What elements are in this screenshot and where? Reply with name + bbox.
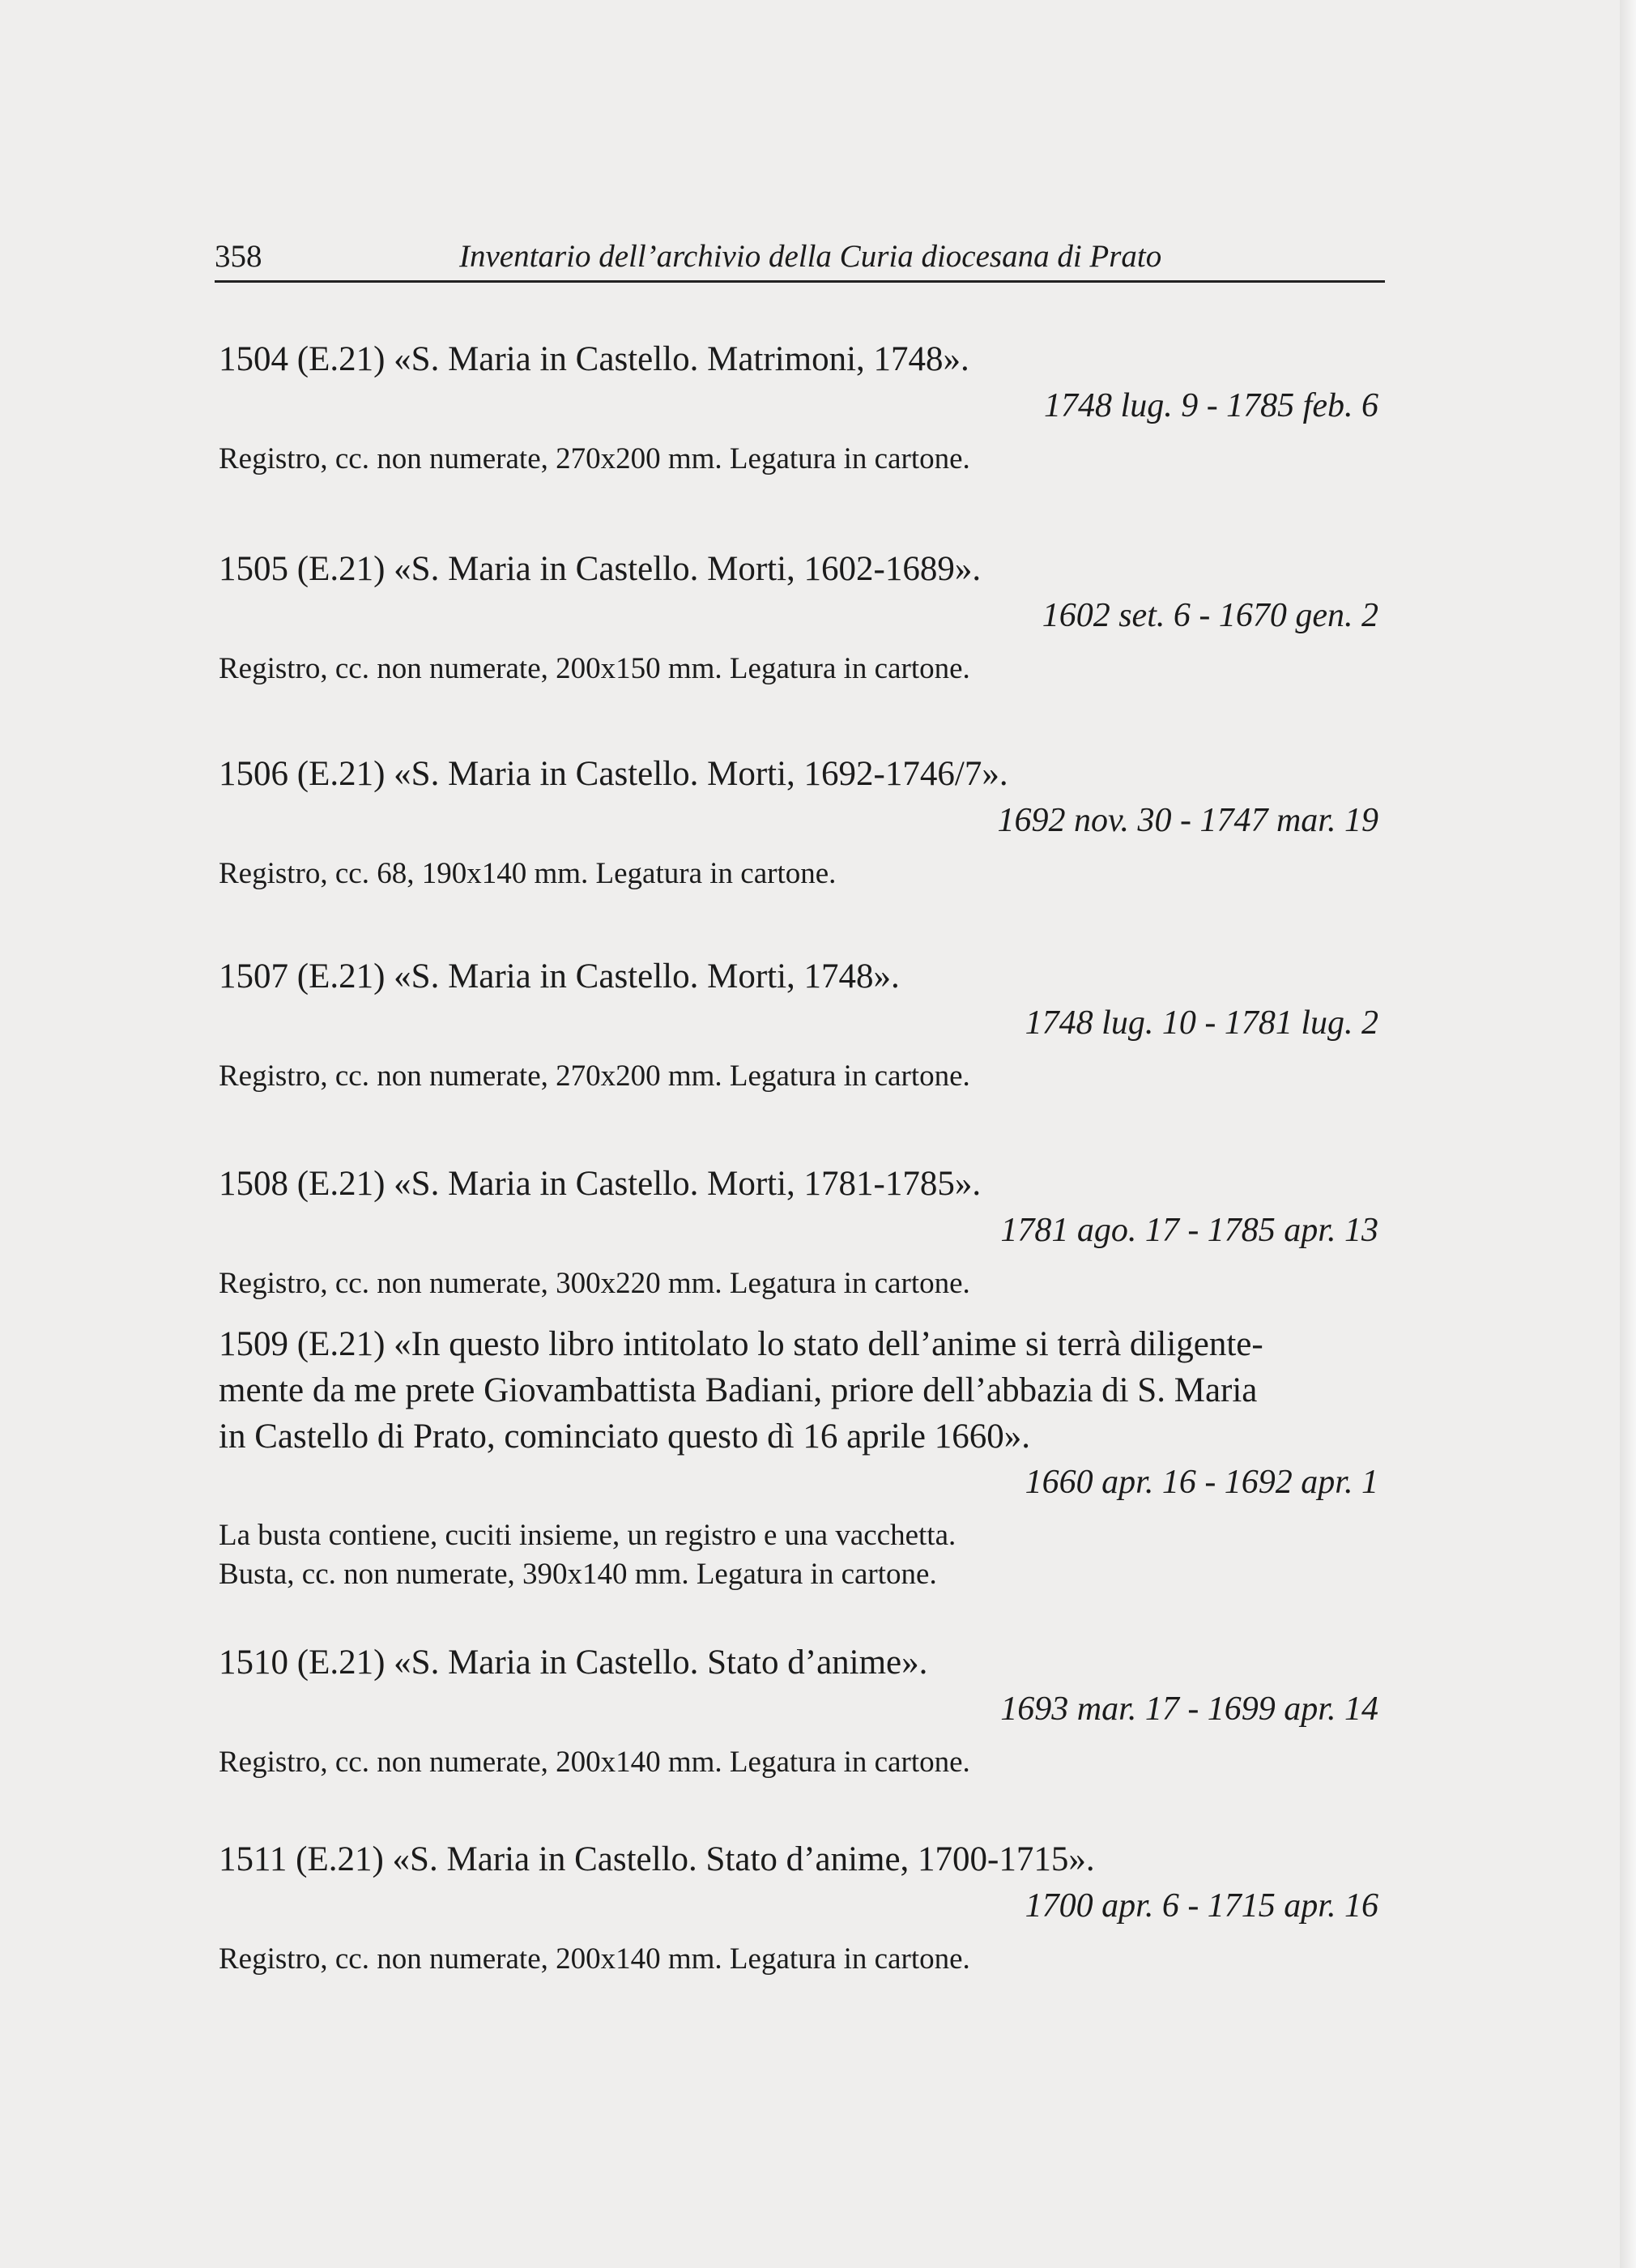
entry-title: 1505 (E.21) «S. Maria in Castello. Morti, 1602-1689».	[219, 550, 982, 588]
entry-description: Registro, cc. 68, 190x140 mm. Legatura in cartone.	[219, 857, 837, 890]
entry-dates: 1692 nov. 30 - 1747 mar. 19	[997, 802, 1378, 839]
page-number: 358	[215, 239, 262, 274]
running-title: Inventario dell’archivio della Curia diocesana di Prato	[459, 239, 1162, 274]
inventory-entry-1506	[219, 751, 1385, 953]
entry-title: 1508 (E.21) «S. Maria in Castello. Morti, 1781-1785».	[219, 1165, 982, 1203]
entry-dates: 1700 apr. 6 - 1715 apr. 16	[1025, 1887, 1378, 1925]
entry-title: 1506 (E.21) «S. Maria in Castello. Morti, 1692-1746/7».	[219, 755, 1008, 793]
entry-title: 1504 (E.21) «S. Maria in Castello. Matrimoni, 1748».	[219, 340, 969, 378]
entry-dates: 1748 lug. 10 - 1781 lug. 2	[1025, 1004, 1378, 1042]
entry-description: Registro, cc. non numerate, 200x150 mm. Legatura in cartone.	[219, 652, 970, 685]
entry-dates: 1602 set. 6 - 1670 gen. 2	[1042, 597, 1378, 634]
page-header	[215, 235, 1385, 283]
entry-dates: 1781 ago. 17 - 1785 apr. 13	[1000, 1212, 1378, 1249]
inventory-entry-1508	[219, 1161, 1385, 1321]
entry-dates: 1660 apr. 16 - 1692 apr. 1	[1025, 1464, 1378, 1501]
entry-dates: 1748 lug. 9 - 1785 feb. 6	[1044, 387, 1378, 424]
entry-title: 1511 (E.21) «S. Maria in Castello. Stato d’anime, 1700-1715».	[219, 1840, 1095, 1878]
inventory-entry-1510	[219, 1639, 1385, 1836]
entry-description: La busta contiene, cuciti insieme, un registro e una vacchetta.	[219, 1519, 956, 1552]
entry-title: 1510 (E.21) «S. Maria in Castello. Stato d’anime».	[219, 1643, 928, 1682]
entry-title: 1507 (E.21) «S. Maria in Castello. Morti, 1748».	[219, 957, 900, 995]
inventory-entry-1507	[219, 953, 1385, 1161]
inventory-entry-1505	[219, 546, 1385, 751]
entry-title-line: in Castello di Prato, cominciato questo dì 16 aprile 1660».	[219, 1418, 1030, 1456]
entry-dates: 1693 mar. 17 - 1699 apr. 14	[1000, 1690, 1378, 1728]
entry-description: Registro, cc. non numerate, 270x200 mm. Legatura in cartone.	[219, 442, 970, 475]
entry-description: Registro, cc. non numerate, 200x140 mm. Legatura in cartone.	[219, 1942, 970, 1976]
inventory-entry-1511	[219, 1836, 1385, 1976]
entry-description: Registro, cc. non numerate, 200x140 mm. Legatura in cartone.	[219, 1746, 970, 1779]
entry-title-line: mente da me prete Giovambattista Badiani, priore dell’abbazia di S. Maria	[219, 1371, 1258, 1409]
inventory-entries	[219, 336, 1385, 1976]
entry-description: Busta, cc. non numerate, 390x140 mm. Legatura in cartone.	[219, 1558, 937, 1591]
entry-description: Registro, cc. non numerate, 270x200 mm. Legatura in cartone.	[219, 1059, 970, 1093]
page-edge	[1620, 0, 1636, 2268]
inventory-entry-1504	[219, 336, 1385, 546]
entry-title-line: 1509 (E.21) «In questo libro intitolato lo stato dell’anime si terrà diligente-	[219, 1325, 1263, 1363]
entry-description: Registro, cc. non numerate, 300x220 mm. Legatura in cartone.	[219, 1267, 970, 1300]
inventory-entry-1509	[219, 1321, 1385, 1639]
